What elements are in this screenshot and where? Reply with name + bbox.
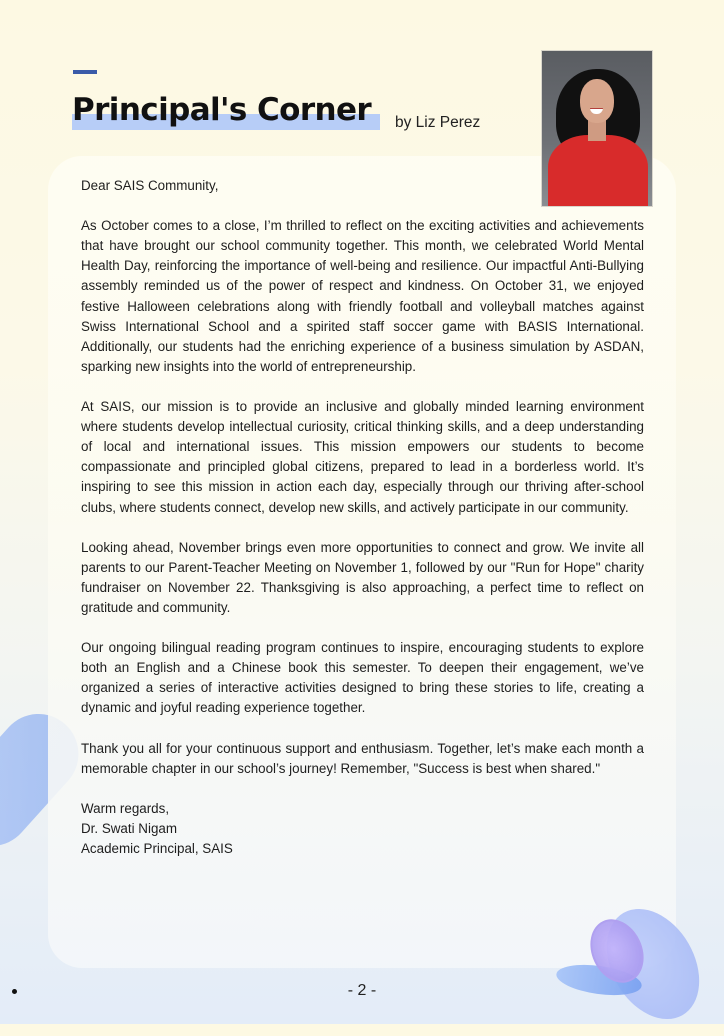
page-number: - 2 - bbox=[347, 982, 377, 999]
accent-dash bbox=[73, 70, 97, 74]
byline: by Liz Perez bbox=[395, 114, 481, 131]
letter-body bbox=[81, 176, 644, 859]
letter-paragraph: Thank you all for your continuous support and enthusiasm. Together, let’s make each month a memorable chapter in our school’s journey! Remember, "Success is best when shared." bbox=[81, 740, 644, 776]
signer-name: Dr. Swati Nigam bbox=[81, 821, 177, 836]
title-block bbox=[72, 88, 371, 132]
letter-paragraph: At SAIS, our mission is to provide an inclusive and globally minded learning environment where students develop intellectual curiosity, critical thinking skills, and a deep understanding of local and international issues. This mission empowers our students to become compassionate and principled global citizens, prepared to lead in a borderless world. It’s inspiring to see this mission in action each day, especially through our thriving after-school clubs, where students connect, develop new skills, and actively participate in our community. bbox=[81, 399, 644, 515]
page-title: Principal's Corner bbox=[72, 92, 372, 128]
letter-closing: Warm regards, bbox=[81, 800, 170, 816]
photo-face bbox=[580, 79, 614, 123]
letter-paragraph: Looking ahead, November brings even more opportunities to connect and grow. We invite all parents to our Parent-Teacher Meeting on November 1, followed by our "Run for Hope" charity fundraiser on November 22. Thanksgiving is also approaching, a perfect time to reflect on gratitude and community. bbox=[81, 539, 644, 615]
letter-paragraph: Our ongoing bilingual reading program continues to inspire, encouraging students to explore both an English and a Chinese book this semester. To deepen their engagement, we’ve organized a series of interactive activities designed to bring these stories to life, creating a dynamic and joyful reading experience together. bbox=[81, 640, 644, 716]
signer-title: Academic Principal, SAIS bbox=[81, 841, 233, 857]
letter-greeting: Dear SAIS Community, bbox=[81, 178, 219, 193]
letter-paragraph: As October comes to a close, I’m thrilled to reflect on the exciting activities and achievements that have brought our school community together. This month, we celebrated World Mental Health Day, reinforcing the importance of well-being and resilience. Our impactful Anti-Bullying assembly reminded us of the power of respect and kindness. On October 31, we enjoyed festive Halloween celebrations along with friendly football and volleyball matches against Swiss International School and a spirited staff soccer game with BASIS International. Additionally, our students had the enriching experience of a business simulation by ASDAN, sparking new insights into the world of entrepreneurship. bbox=[81, 218, 644, 374]
